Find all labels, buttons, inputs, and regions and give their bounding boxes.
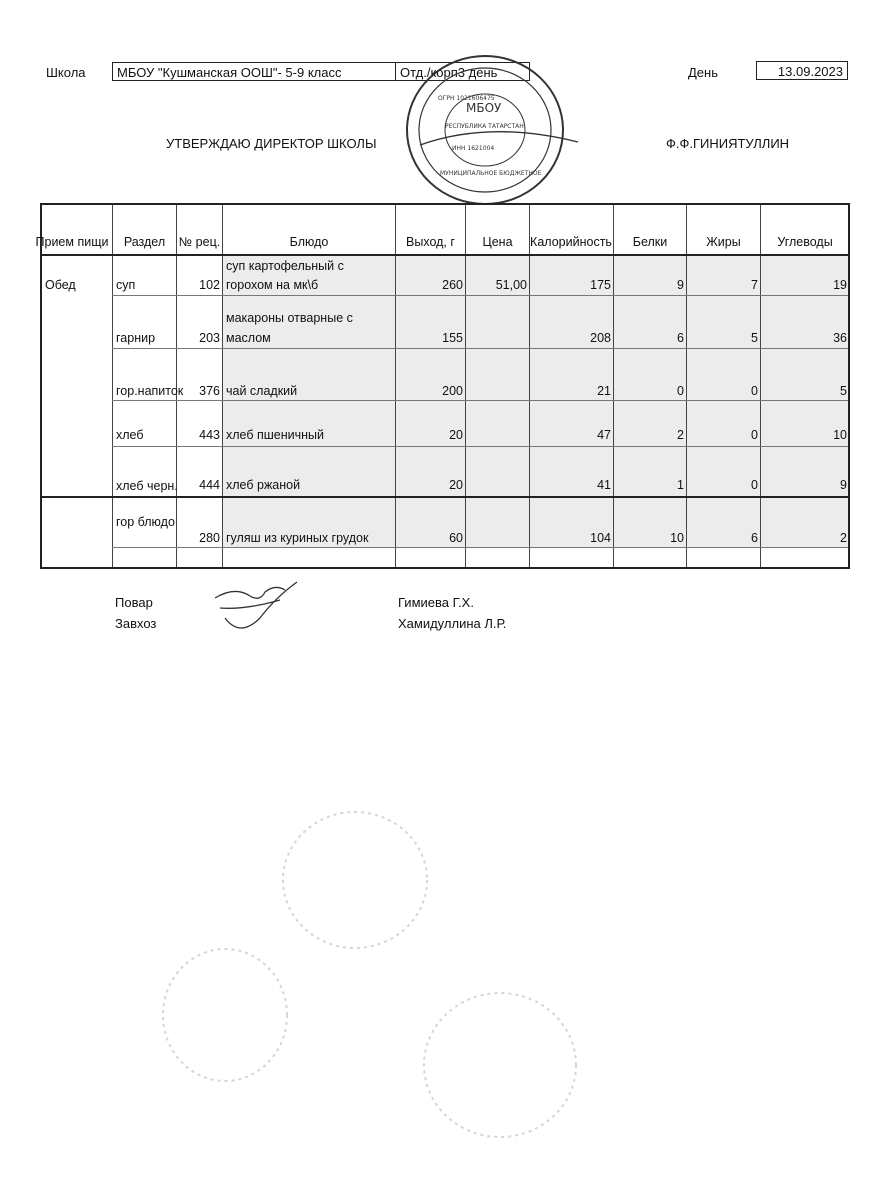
row-carbs: 19 [833, 278, 847, 292]
row-section: гарнир [116, 331, 156, 345]
cook-label: Повар [115, 595, 153, 610]
row-dish-line2: хлеб пшеничный [226, 428, 325, 442]
row-fats: 5 [751, 331, 758, 345]
col-calories-header: Калорийность [530, 235, 612, 249]
row-calories: 21 [597, 384, 611, 398]
table-shade [222, 255, 848, 547]
row-output: 200 [442, 384, 463, 398]
row-fats: 6 [751, 531, 758, 545]
row-fats: 0 [751, 384, 758, 398]
row-proteins: 10 [670, 531, 684, 545]
meal-label: Обед [45, 278, 76, 292]
svg-text:МБОУ: МБОУ [466, 101, 502, 115]
row-calories: 47 [597, 428, 611, 442]
col-meal-header: Прием пищи [35, 235, 109, 249]
row-dish-line2: маслом [226, 331, 271, 345]
col-carbs-header: Углеводы [777, 235, 833, 249]
row-dish-line2: горохом на мк\б [226, 278, 319, 292]
row-recipe: 203 [199, 331, 220, 345]
svg-text:ИНН 1621004: ИНН 1621004 [452, 145, 495, 152]
row-section: гор блюдо [116, 515, 175, 529]
row-fats: 0 [751, 478, 758, 492]
row-carbs: 5 [840, 384, 847, 398]
storekeeper-label: Завхоз [115, 616, 157, 631]
row-calories: 41 [597, 478, 611, 492]
ghost-stamp-mark [415, 985, 585, 1145]
row-carbs: 10 [833, 428, 847, 442]
col-fats-header: Жиры [706, 235, 741, 249]
row-proteins: 9 [677, 278, 684, 292]
row-section: гор.напиток [116, 384, 184, 398]
school-label: Школа [46, 65, 86, 80]
col-recipe-header: № рец. [178, 235, 221, 249]
row-carbs: 2 [840, 531, 847, 545]
approve-label: УТВЕРЖДАЮ ДИРЕКТОР ШКОЛЫ [166, 136, 377, 151]
row-recipe: 444 [199, 478, 220, 492]
svg-text:ОГРН 1021606475: ОГРН 1021606475 [438, 95, 495, 102]
school-value-field: МБОУ "Кушманская ООШ"- 5-9 класс [112, 62, 396, 81]
row-dish-line2: хлеб ржаной [226, 478, 301, 492]
row-price: 51,00 [495, 278, 527, 292]
col-proteins-header: Белки [632, 235, 668, 249]
svg-text:РЕСПУБЛИКА ТАТАРСТАН: РЕСПУБЛИКА ТАТАРСТАН [445, 123, 524, 130]
row-output: 60 [449, 531, 463, 545]
ghost-stamp-mark [275, 805, 435, 955]
official-seal-stamp [400, 50, 570, 210]
row-dish-line2: гуляш из куриных грудок [226, 531, 369, 545]
row-fats: 0 [751, 428, 758, 442]
col-price-header: Цена [482, 235, 513, 249]
row-carbs: 36 [833, 331, 847, 345]
row-recipe: 280 [199, 531, 220, 545]
row-proteins: 2 [677, 428, 684, 442]
row-proteins: 1 [677, 478, 684, 492]
menu-table [35, 203, 850, 569]
day-label: День [688, 65, 718, 80]
row-proteins: 6 [677, 331, 684, 345]
row-output: 155 [442, 331, 463, 345]
row-output: 20 [449, 478, 463, 492]
row-section: хлеб черн. [116, 479, 178, 493]
col-dish-header: Блюдо [289, 235, 329, 249]
row-calories: 104 [590, 531, 611, 545]
row-recipe: 376 [199, 384, 220, 398]
dept-value: 3 день [457, 65, 498, 80]
ghost-stamp-mark [155, 940, 295, 1090]
svg-text:МУНИЦИПАЛЬНОЕ БЮДЖЕТНОЕ: МУНИЦИПАЛЬНОЕ БЮДЖЕТНОЕ [440, 170, 542, 177]
row-section: суп [116, 278, 136, 292]
row-output: 260 [442, 278, 463, 292]
date-field: 13.09.2023 [756, 61, 848, 80]
row-dish-line1: макароны отварные с [226, 311, 353, 325]
row-fats: 7 [751, 278, 758, 292]
director-name: Ф.Ф.ГИНИЯТУЛЛИН [666, 136, 790, 151]
row-carbs: 9 [840, 478, 847, 492]
row-calories: 175 [590, 278, 611, 292]
col-section-header: Раздел [123, 235, 166, 249]
row-output: 20 [449, 428, 463, 442]
row-proteins: 0 [677, 384, 684, 398]
row-recipe: 102 [199, 278, 220, 292]
cook-name: Гимиева Г.Х. [398, 595, 474, 610]
row-calories: 208 [590, 331, 611, 345]
col-output-header: Выход, г [406, 235, 455, 249]
dept-label: Отд./корп [400, 65, 458, 80]
row-section: хлеб [116, 428, 144, 442]
row-recipe: 443 [199, 428, 220, 442]
signature-mark [205, 578, 305, 638]
row-dish-line2: чай сладкий [226, 384, 298, 398]
storekeeper-name: Хамидуллина Л.Р. [398, 616, 507, 631]
row-dish-line1: суп картофельный с [226, 259, 344, 273]
